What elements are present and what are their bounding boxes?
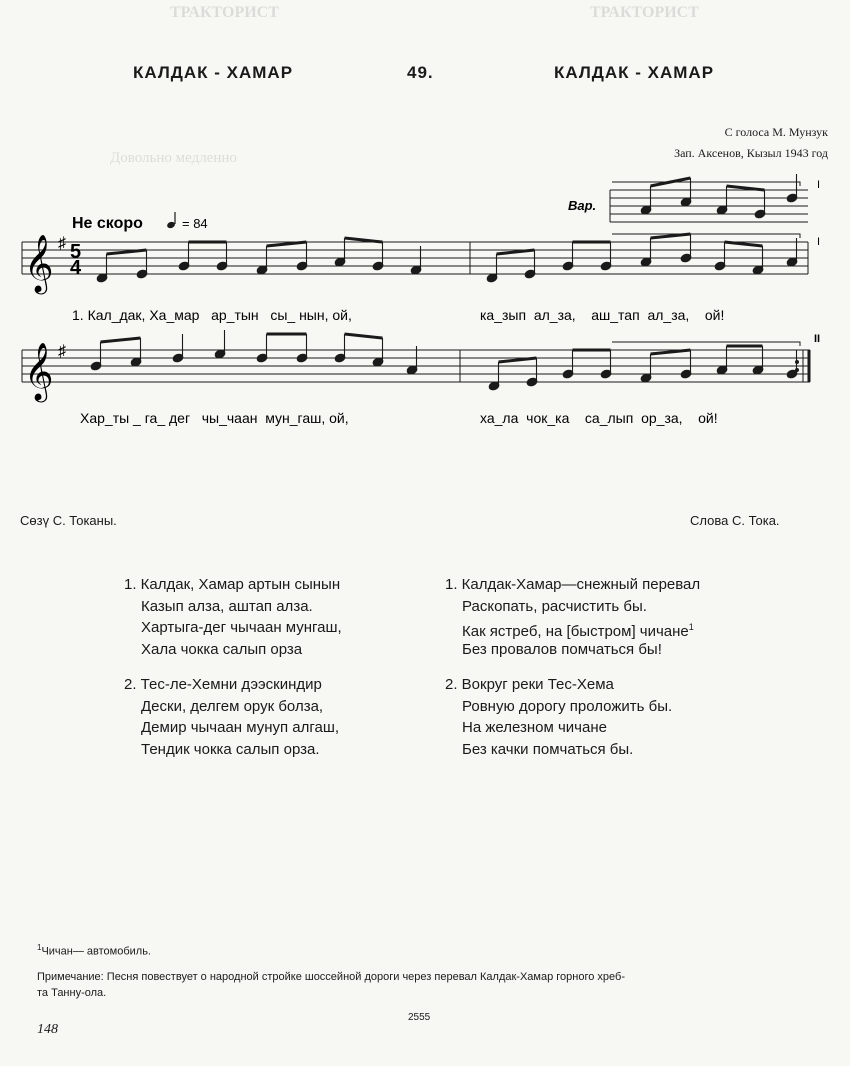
note-line-1: Примечание: Песня повествует о народной стройке шоссейной дороги через перевал Калдак-Хамар горного хреб-: [37, 971, 625, 983]
footnote: [37, 940, 151, 960]
lyrics-line: Хартыга-дег чычаан мунгаш,: [141, 619, 342, 636]
note-beam: [101, 338, 141, 342]
lyrics-line: На железном чичане: [462, 719, 607, 736]
variant-staff: [610, 190, 808, 222]
note-beam: [725, 242, 763, 246]
lyrics-line: Демир чычаан мунуп алгаш,: [141, 719, 340, 736]
volta-label: I: [817, 179, 821, 191]
treble-clef-icon: 𝄞: [24, 235, 54, 291]
note-beam: [267, 242, 307, 246]
lyrics-line: 1. Калдак, Хамар артын сынын: [124, 576, 341, 593]
lyrics-line: Без провалов помчаться бы!: [462, 640, 662, 658]
music-score: [0, 160, 850, 450]
lyrics-line: Дески, делгем орук болза,: [141, 697, 324, 715]
lyrics-line-1b: ка_зып ал_за, аш_тап ал_за, ой!: [480, 307, 725, 323]
lyrics-line-2a: Хар_ты _ га_ дег чы_чаан мун_гаш, ой,: [80, 410, 349, 426]
sharp-icon: ♯: [58, 235, 66, 252]
lyrics-line: [445, 617, 700, 639]
source-recording: Зап. Аксенов, Кызыл 1943 год: [674, 146, 828, 160]
note-beam: [497, 250, 535, 254]
song-title-tuvan: КАЛДАК - ХАМАР: [133, 63, 294, 82]
footnote-mark: 1: [688, 622, 694, 632]
lyrics-line: Ровную дорогу проложить бы.: [462, 697, 673, 715]
note-beam: [345, 334, 383, 338]
lyricist-credit-tuvan: Сөзү С. Токаны.: [20, 513, 117, 528]
note-beam: [499, 358, 537, 362]
song-number: 49.: [407, 63, 434, 82]
lyrics-line-text: Как ястреб, на [быстром] чичане: [462, 623, 689, 640]
sharp-icon: ♯: [58, 343, 66, 360]
treble-clef-icon: 𝄞: [24, 343, 54, 399]
bleed-through-text: ТРАКТОРИСТ: [170, 4, 279, 21]
print-code: 2555: [408, 1012, 431, 1023]
time-signature-bottom: 4: [70, 257, 82, 279]
time-signature-top: 5: [70, 241, 82, 263]
note-beam: [651, 234, 691, 238]
note-beam: [345, 238, 383, 242]
lyrics-tuvan: [124, 574, 342, 760]
volta-label: I: [817, 236, 821, 248]
variant-label: Вар.: [568, 198, 597, 213]
lyrics-line: 2. Вокруг реки Тес-Хема: [445, 676, 614, 693]
note-beam: [727, 186, 765, 190]
source-singer: С голоса М. Мунзук: [724, 125, 828, 139]
lyrics-line-2b: ха_ла чок_ка са_лып ор_за, ой!: [480, 410, 718, 426]
footnote-text: Чичан— автомобиль.: [41, 945, 151, 958]
lyrics-line: Раскопать, расчистить бы.: [462, 597, 647, 615]
footnote-mark: 1: [37, 943, 42, 952]
bleed-through-text: Довольно медленно: [110, 150, 237, 166]
quarter-note-icon: [166, 221, 176, 229]
song-title-russian: КАЛДАК - ХАМАР: [554, 63, 715, 82]
lyrics-line: 2. Тес-ле-Хемни дээскиндир: [124, 676, 322, 693]
volta-label: II: [814, 333, 821, 345]
tempo-marking: Не скоро: [72, 215, 143, 232]
lyrics-russian: [445, 574, 700, 760]
note-line-2: та Танну-ола.: [37, 987, 107, 999]
page-number: 148: [37, 1022, 58, 1037]
lyrics-line-1a: 1. Кал_дак, Ха_мар ар_тын сы_ нын, ой,: [72, 307, 352, 323]
lyrics-line: Хала чокка салып орза: [141, 640, 303, 658]
lyrics-line: Без качки помчаться бы.: [462, 740, 634, 758]
lyrics-line: Казып алза, аштап алза.: [141, 597, 313, 615]
note-beam: [651, 350, 691, 354]
lyricist-credit-russian: Слова С. Тока.: [690, 513, 780, 528]
tempo-value: = 84: [182, 216, 208, 231]
note-beam: [107, 250, 147, 254]
lyrics-line: 1. Калдак-Хамар—снежный перевал: [445, 576, 701, 593]
bleed-through-text: ТРАКТОРИСТ: [590, 4, 699, 21]
lyrics-line: Тендик чокка салып орза.: [141, 740, 320, 758]
